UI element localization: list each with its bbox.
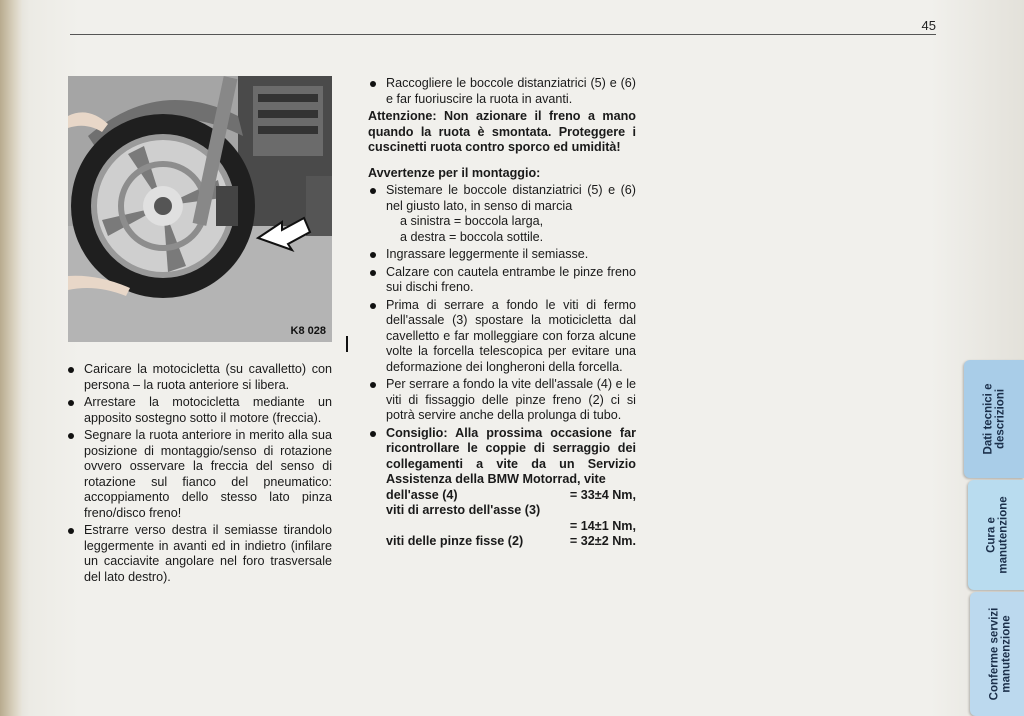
list-item: Caricare la motocicletta (su cavalletto) con persona – la ruota anteriore si libera. [66, 362, 332, 393]
torque-label: dell'asse (4) [386, 487, 458, 502]
warning-brake: Attenzione: Non azionare il freno a mano quando la ruota è smontata. [368, 109, 636, 139]
list-item: Arrestare la motocicletta mediante un apposito sostegno sotto il motore (freccia). [66, 395, 332, 426]
right-text-column [368, 76, 636, 552]
wheel-illustration [68, 76, 332, 342]
list-item: Raccogliere le boccole distanziatrici (5) e (6) e far fuoriuscire la ruota in avanti. [368, 76, 636, 107]
torque-label: viti di arresto dell'asse (3) [386, 503, 541, 517]
page-binding [0, 0, 22, 716]
torque-row-axle [386, 488, 636, 504]
tip-text: Consiglio: Alla prossima occasione far ricontrollare le coppie di serraggio dei collegamenti a vite da un Servizio Assistenza della BMW Motorrad, vite [386, 425, 636, 486]
list-item: Prima di serrare a fondo le viti di fermo dell'assale (3) spostare la moticicletta dal cavelletto e far molleggiare con forza alcune volte la forcella telescopica per evitare una deformazione dei longheroni della forcella. [368, 298, 636, 376]
warning-bearings: Proteggere i cuscinetti ruota contro sporco ed umidità! [368, 124, 637, 154]
page-number: 45 [921, 18, 936, 33]
left-text-column [66, 362, 332, 587]
tab-care-maintenance[interactable] [968, 480, 1024, 590]
list-item: Segnare la ruota anteriore in merito alla sua posizione di montaggio/senso di rotazione ovvero osservare la freccia del senso di rotazione sul fianco del pneumatico: accoppiamento dello stesso lato pinza freno/disco freno! [66, 428, 332, 521]
tab-label: Cura e manutenzione [986, 496, 1010, 574]
list-item: Calzare con cautela entrambe le pinze freno sui dischi freno. [368, 265, 636, 296]
list-item [368, 426, 636, 550]
torque-value: = 14±1 Nm, [569, 518, 636, 533]
left-bullet-list [66, 362, 332, 585]
tab-technical-data[interactable] [964, 360, 1024, 478]
tab-label: Conferme servizi manutenzione [988, 607, 1012, 701]
header-rule [70, 34, 936, 35]
left-bushing-line: a sinistra = boccola larga, [400, 214, 544, 228]
photo-caption: K8 028 [290, 325, 326, 337]
right-bushing-line: a destra = boccola sottile. [400, 229, 544, 244]
list-item [368, 183, 636, 245]
torque-row-axle-screws-value [386, 519, 636, 535]
assembly-bullet-list [368, 183, 636, 550]
margin-mark [346, 336, 348, 352]
torque-value: = 33±4 Nm, [569, 487, 636, 502]
torque-label: viti delle pinze fisse (2) [386, 534, 524, 548]
assembly-heading: Avvertenze per il montaggio: [368, 165, 541, 180]
list-item: Ingrassare leggermente il semiasse. [368, 247, 636, 263]
spacer-bushing-instruction: Sistemare le boccole distanziatrici (5) e (6) nel giusto lato, in senso di marcia [386, 183, 636, 213]
list-item: Per serrare a fondo la vite dell'assale (4) e le viti di fissaggio delle pinze freno (2) ci si potrà servire anche della prolunga di tubo. [368, 377, 636, 424]
torque-row-axle-screws-label [386, 503, 636, 519]
removal-bullet-list [368, 76, 636, 107]
torque-value: = 32±2 Nm. [569, 534, 636, 548]
torque-row-calipers [386, 534, 636, 550]
tab-service-confirmations[interactable] [970, 592, 1024, 716]
warning-text [368, 109, 636, 156]
tab-label: Dati tecnici e descrizioni [982, 383, 1007, 455]
motorcycle-wheel-photo [68, 76, 332, 342]
list-item: Estrarre verso destra il semiasse tirandolo leggermente in avanti ed in indietro (infilare un cacciavite angolare nel foro trasversale del lato destro). [66, 523, 332, 585]
